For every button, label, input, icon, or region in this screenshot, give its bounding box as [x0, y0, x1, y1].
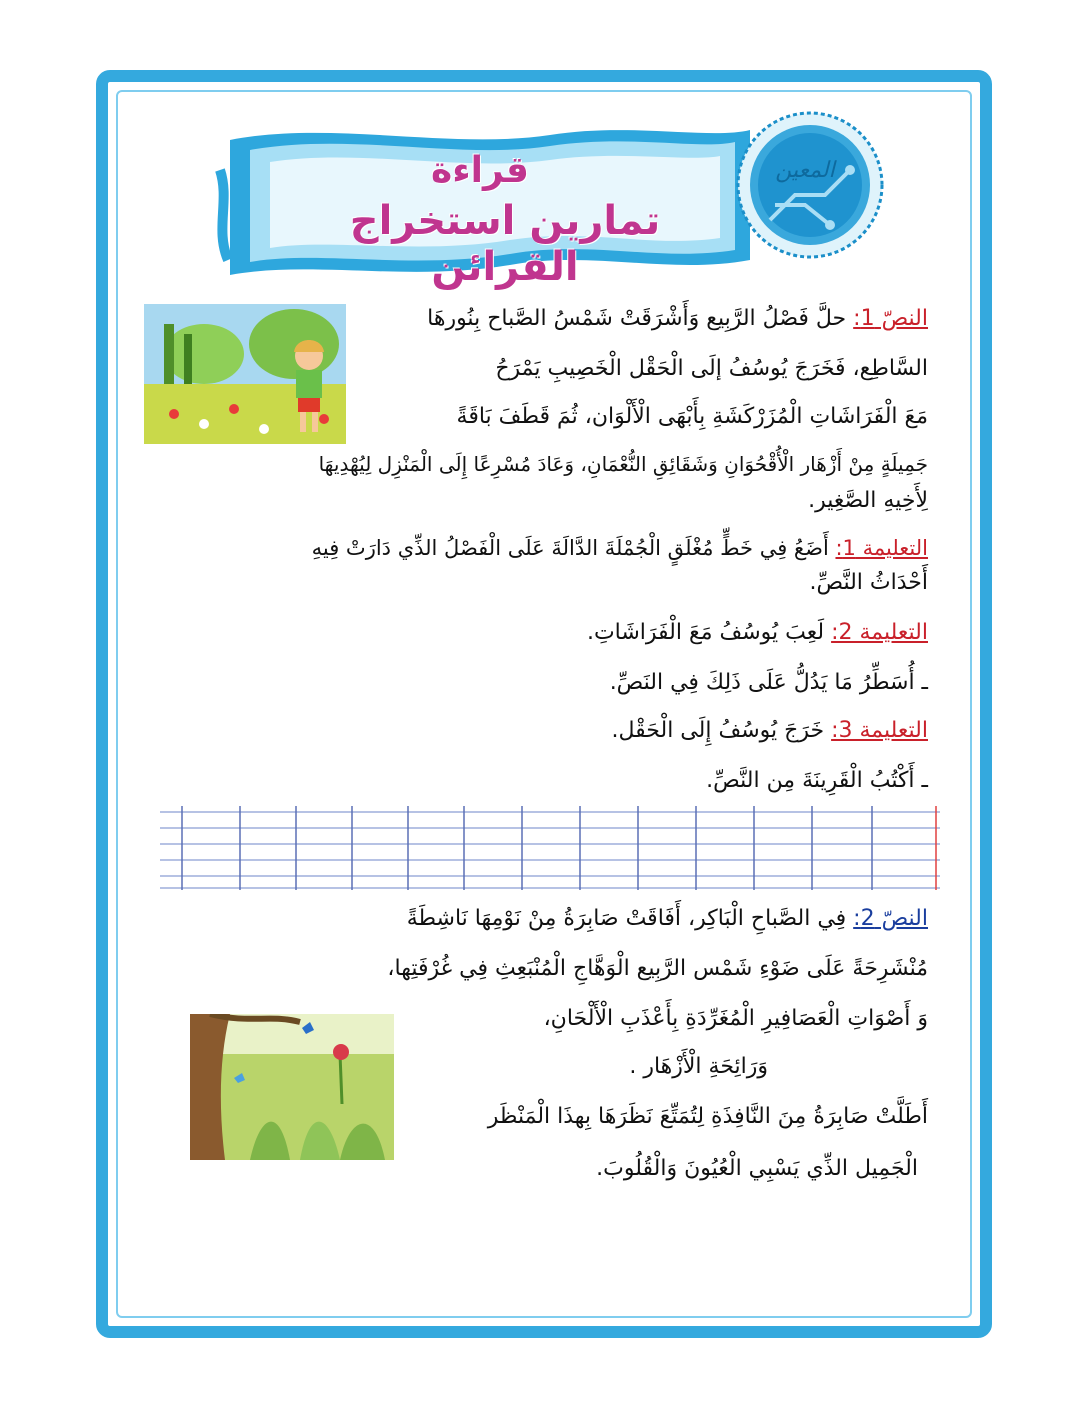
text2-line-5: أَطَلَّتْ صَابِرَةُ مِنَ النَّافِذَةِ لِتُمَتِّعَ نَظَرَهَا بِهذَا الْمَنْظَر: [487, 1104, 928, 1129]
task2-line-2: ـ أُسَطِّرُ مَا يَدُلُّ عَلَى ذَلِكَ فِي النَصِّ.: [609, 670, 928, 695]
task3-line-1: التعليمة 3: خَرَجَ يُوسُفُ إِلَى الْحَقْل.: [611, 718, 928, 743]
text1-line-1: النصّ 1: حلَّ فَصْلُ الرَّبِيع وَأَشْرَقَتْ شَمْسُ الصَّباح بِنُورهَا: [427, 306, 928, 331]
logo-text: المعين: [775, 158, 835, 183]
text2-label: النصّ 2:: [853, 906, 928, 931]
text2-line-6: الْجَمِيل الذِّي يَسْبِي الْعُيُونَ وَالْقُلُوبَ.: [596, 1156, 918, 1181]
boy-garden-picture: [144, 304, 346, 444]
text2-line-1: النصّ 2: فِي الصَّباحِ الْبَاكِر، أَفَاقَتْ صَابِرَةُ مِنْ نَوْمِهَا نَاشِطَةً: [406, 906, 928, 931]
text1-label: النصّ 1:: [853, 306, 928, 331]
task3-label: التعليمة 3:: [831, 718, 928, 743]
text2-line-3: وَ أَصْوَاتِ الْعَصَافِيرِ الْمُغَرِّدَةِ بِأَعْذَبِ الْأَلْحَانِ،: [543, 1006, 928, 1031]
text2-line-4: وَرَائِحَةِ الْأَزْهَار .: [629, 1054, 768, 1079]
title-line-1: قراءة: [431, 150, 529, 191]
task1-label: التعليمة 1:: [835, 536, 928, 560]
task2-line-1: التعليمة 2: لَعِبَ يُوسُفُ مَعَ الْفَرَاشَاتِ.: [586, 620, 928, 645]
task1-line-2: أَحْدَاثُ النَّصِّ.: [809, 570, 928, 595]
logo-seal: [735, 110, 885, 260]
text1-line-5: لِأَخِيهِ الصَّغِير.: [808, 488, 928, 513]
text1-line-2: السَّاطِع، فَخَرَجَ يُوسُفُ إلَى الْحَقْل الْخَصِيبِ يَمْرَحُ: [495, 356, 928, 381]
writing-lines-area[interactable]: [160, 806, 940, 890]
text1-line-3: مَعَ الْفَرَاشَاتِ الْمُزَرْكَشَةِ بِأَبْهَى الْأَلْوَان، ثُمَ قَطَفَ بَاقَةً: [456, 404, 928, 429]
task2-label: التعليمة 2:: [831, 620, 928, 645]
task3-line-2: ـ أَكْتُبُ الْقَرِينَةَ مِن النَّصِّ.: [706, 768, 928, 793]
task1-line-1: التعليمة 1: أَضَعُ فِي خَطٍّ مُغْلَقٍ الْجُمْلَةَ الدَّالَةَ عَلَى الْفَصْلُ الذِّي دَارَتْ فِيهِ: [311, 536, 928, 560]
title-line-2: تمارين استخراج القرائن: [349, 198, 661, 290]
text1-line-4: جَمِيلَةٍ مِنْ أَزْهَار الْأُقْحُوَانِ وَشَقَائِقِ النُّعْمَانِ، وَعَادَ مُسْرِعًا إِلَى الْمَنْزِل لِيُهْدِيهَا: [318, 452, 928, 476]
text2-line-2: مُنْشَرِحَةً عَلَى ضَوْءِ شَمْس الرَّبِيع الْوَهَّاجِ الْمُنْبَعِثِ فِي غُرْفَتِها،: [387, 956, 928, 981]
meadow-picture: [190, 1014, 394, 1160]
